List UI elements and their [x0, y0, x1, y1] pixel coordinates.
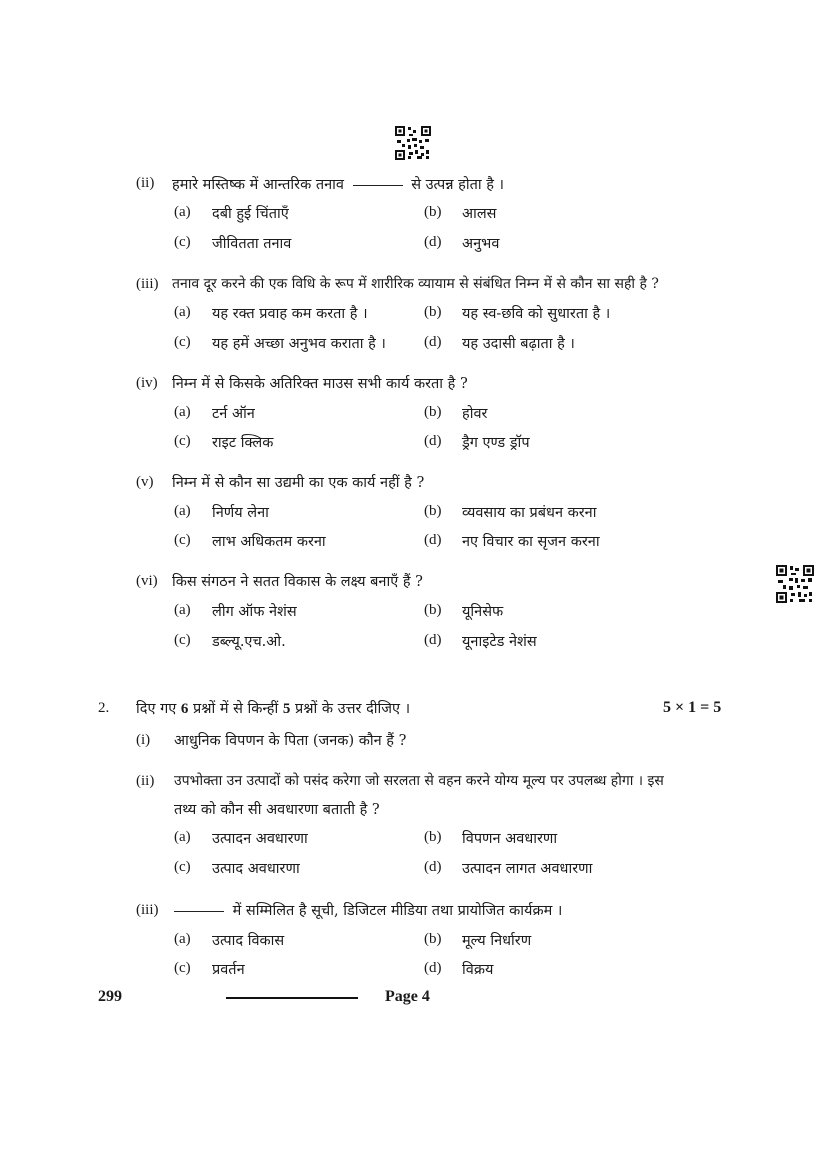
option-label: (b) [424, 204, 442, 220]
option-label: (b) [424, 829, 442, 845]
option-text: यह रक्त प्रवाह कम करता है । [212, 306, 368, 322]
option-label: (d) [424, 234, 442, 250]
option-text: यूनिसेफ [462, 604, 504, 620]
q2-instruction-pre: दिए गए [136, 701, 177, 717]
q2-i-question: आधुनिक विपणन के पिता (जनक) कौन हैं ? [174, 733, 407, 749]
q2-ii-question-line1: उपभोक्ता उन उत्पादों को पसंद करेगा जो सरलता से वहन करने योग्य मूल्य पर उपलब्ध होगा । इस [174, 773, 664, 789]
option-text: उत्पाद विकास [212, 933, 285, 949]
option-label: (d) [424, 960, 442, 976]
q2-instruction-post: प्रश्नों के उत्तर दीजिए । [294, 701, 411, 717]
option-text: लीग ऑफ नेशंस [212, 604, 297, 620]
q1-ii-number: (ii) [136, 175, 155, 191]
option-text: यूनाइटेड नेशंस [462, 634, 537, 650]
option-text: दबी हुई चिंताएँ [212, 206, 289, 222]
option-label: (b) [424, 304, 442, 320]
option-label: (d) [424, 433, 442, 449]
q2-instruction [136, 698, 410, 718]
q1-ii-question [172, 174, 504, 194]
option-text: डब्ल्यू.एच.ओ. [212, 634, 286, 650]
q1-vi-question: किस संगठन ने सतत विकास के लक्ष्य बनाएँ हैं ? [172, 574, 423, 590]
option-text: यह उदासी बढ़ाता है । [462, 336, 575, 352]
option-text: टर्न ऑन [212, 406, 255, 422]
qr-code-side [776, 565, 814, 603]
q1-iv-question: निम्न में से किसके अतिरिक्त माउस सभी कार्य करता है ? [172, 376, 468, 392]
option-label: (d) [424, 334, 442, 350]
qr-code-top [395, 126, 431, 160]
option-label: (a) [174, 404, 191, 420]
option-label: (d) [424, 859, 442, 875]
q1-ii-text-after: से उत्पन्न होता है । [411, 177, 505, 193]
q1-v-number: (v) [136, 474, 154, 490]
footer-rule [226, 997, 358, 999]
q2-iii-fill-blank [174, 910, 224, 912]
option-label: (b) [424, 503, 442, 519]
q2-i-number: (i) [136, 732, 151, 748]
option-label: (c) [174, 859, 191, 875]
option-text: यह हमें अच्छा अनुभव कराता है । [212, 336, 386, 352]
q1-v-question: निम्न में से कौन सा उद्यमी का एक कार्य नहीं है ? [172, 475, 425, 491]
paper-code: 299 [98, 988, 122, 1005]
option-text: आलस [462, 206, 497, 222]
q2-ii-number: (ii) [136, 773, 155, 789]
option-label: (c) [174, 234, 191, 250]
option-label: (a) [174, 503, 191, 519]
option-text: उत्पादन लागत अवधारणा [462, 861, 593, 877]
option-label: (a) [174, 304, 191, 320]
option-text: मूल्य निर्धारण [462, 933, 532, 949]
q1-ii-fill-blank [353, 184, 403, 186]
q2-marks: 5 × 1 = 5 [663, 699, 722, 716]
option-label: (b) [424, 404, 442, 420]
q2-count-total: 6 [180, 701, 189, 717]
q1-vi-number: (vi) [136, 573, 158, 589]
option-label: (b) [424, 931, 442, 947]
option-label: (c) [174, 433, 191, 449]
option-text: होवर [462, 406, 488, 422]
q2-instruction-mid: प्रश्नों में से किन्हीं [192, 701, 279, 717]
q1-iii-question: तनाव दूर करने की एक विधि के रूप में शारीरिक व्यायाम से संबंधित निम्न में से कौन सा सही है ? [172, 276, 659, 292]
option-text: लाभ अधिकतम करना [212, 534, 326, 550]
option-label: (c) [174, 532, 191, 548]
q1-iii-number: (iii) [136, 276, 159, 292]
option-label: (b) [424, 602, 442, 618]
option-label: (a) [174, 602, 191, 618]
option-text: यह स्व-छवि को सुधारता है । [462, 306, 611, 322]
option-text: उत्पाद अवधारणा [212, 861, 300, 877]
page-number: Page 4 [385, 988, 430, 1005]
q2-count-answer: 5 [282, 701, 291, 717]
option-text: उत्पादन अवधारणा [212, 831, 308, 847]
q2-number: 2. [98, 700, 110, 716]
option-label: (d) [424, 532, 442, 548]
option-text: अनुभव [462, 236, 500, 252]
q1-ii-text-before: हमारे मस्तिष्क में आन्तरिक तनाव [172, 177, 344, 193]
option-text: विपणन अवधारणा [462, 831, 558, 847]
q2-ii-question-line2: तथ्य को कौन सी अवधारणा बताती है ? [174, 802, 380, 818]
option-text: निर्णय लेना [212, 505, 269, 521]
option-label: (a) [174, 931, 191, 947]
q2-iii-question [174, 900, 562, 920]
option-text: ड्रैग एण्ड ड्रॉप [462, 435, 530, 451]
option-label: (c) [174, 960, 191, 976]
option-text: नए विचार का सृजन करना [462, 534, 600, 550]
q1-iv-number: (iv) [136, 375, 158, 391]
option-text: व्यवसाय का प्रबंधन करना [462, 505, 597, 521]
option-text: राइट क्लिक [212, 435, 274, 451]
option-label: (c) [174, 334, 191, 350]
q2-iii-number: (iii) [136, 902, 159, 918]
option-text: विक्रय [462, 962, 494, 978]
option-text: प्रवर्तन [212, 962, 245, 978]
option-label: (c) [174, 632, 191, 648]
option-label: (a) [174, 204, 191, 220]
q2-iii-text-after: में सम्मिलित है सूची, डिजिटल मीडिया तथा प्रायोजित कार्यक्रम । [232, 903, 563, 919]
option-label: (d) [424, 632, 442, 648]
option-label: (a) [174, 829, 191, 845]
option-text: जीवितता तनाव [212, 236, 292, 252]
